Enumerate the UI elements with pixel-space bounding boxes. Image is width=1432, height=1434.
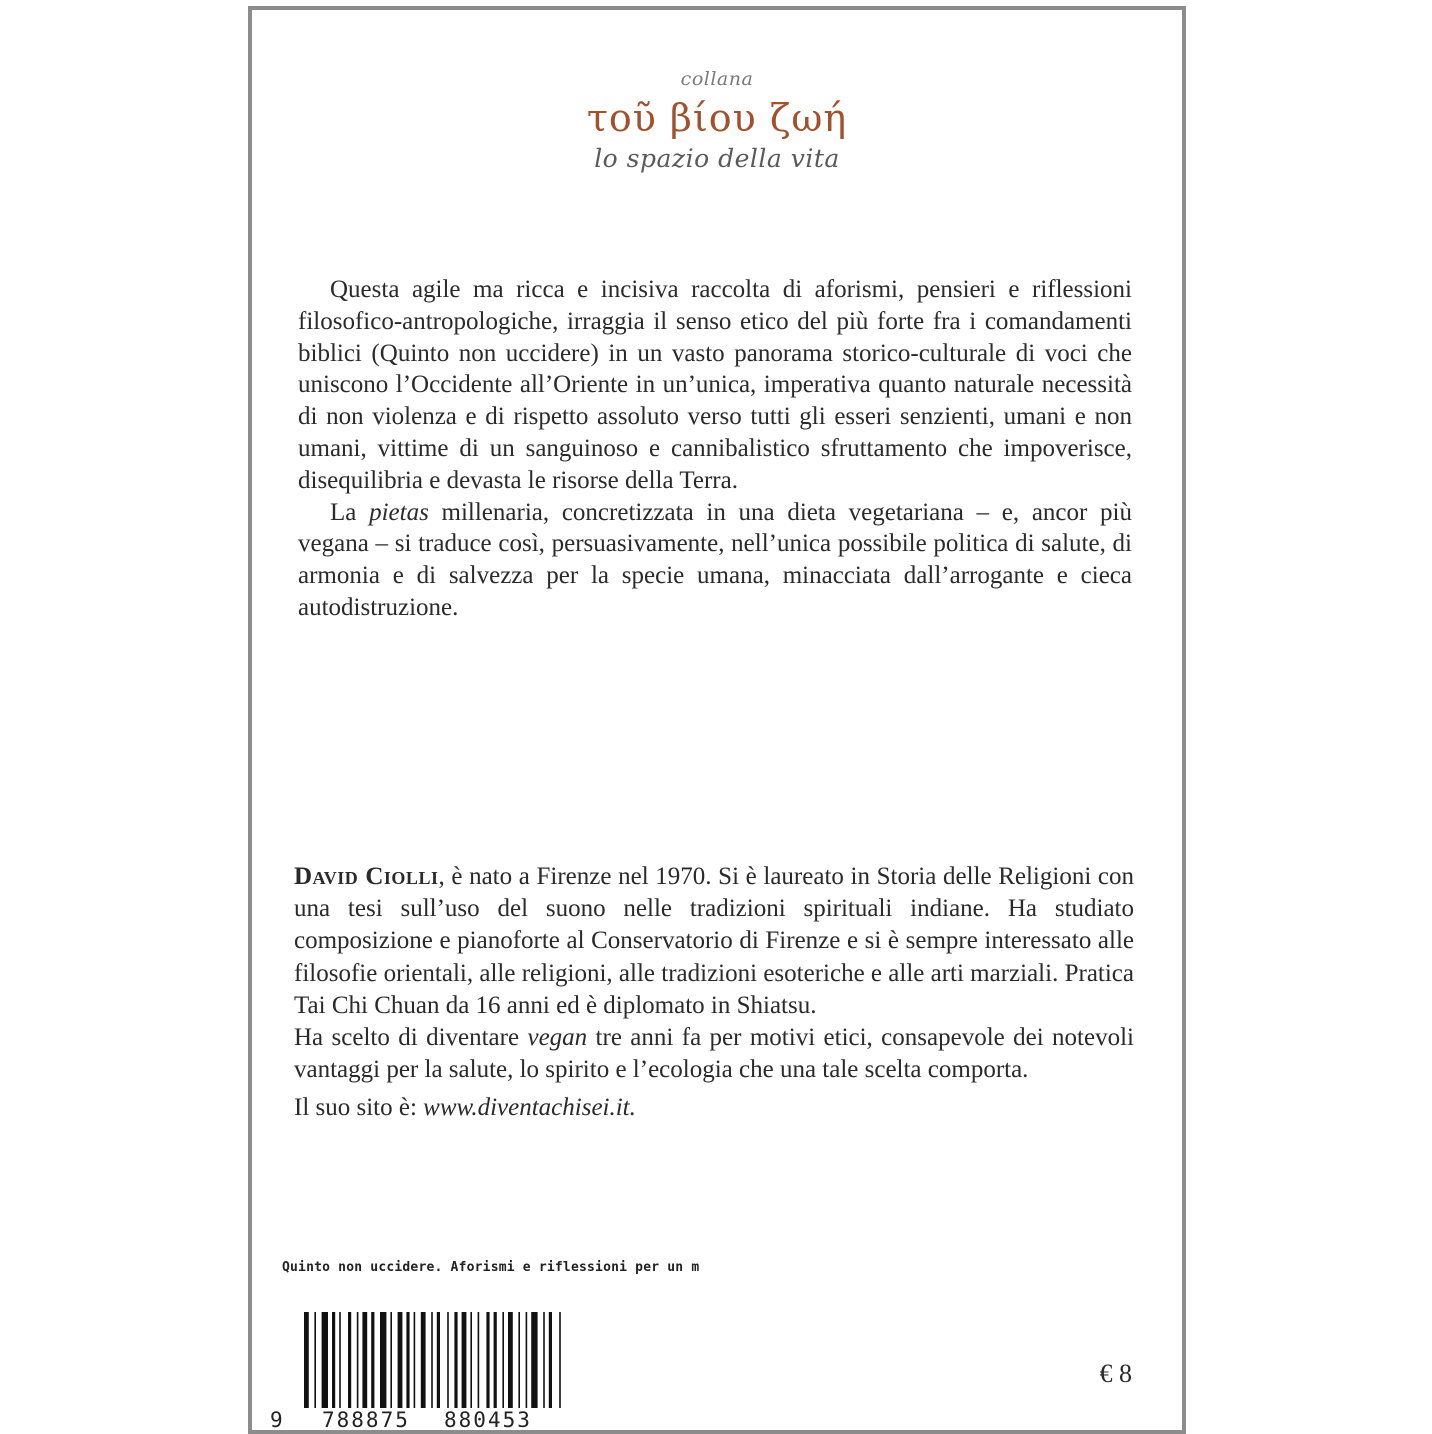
bio-italic-term: vegan [527, 1024, 588, 1052]
blurb-paragraph-1: Questa agile ma ricca e incisiva raccolta di aforismi, pensieri e riflessioni filosofico-antropologiche, irraggia il senso etico del più forte fra i comandamenti biblici (Quinto non uccidere) in un vasto panorama storico-culturale di voci che uniscono l’Occidente all’Oriente in un’unica, imperativa quanto naturale necessità di non violenza e di rispetto assoluto verso tutti gli esseri senzienti, umani e non umani, vittime di un sanguinoso e cannibalistico sfruttamento che impoverisce, disequilibria e devasta le risorse della Terra. [298, 276, 1132, 494]
blurb-paragraph-2 [298, 497, 1132, 624]
bio-text: tre anni fa per motivi etici, consapevole dei notevoli vantaggi per la salute, lo spirito e l’ecologia che una tale scelta comporta. [294, 1024, 1134, 1084]
book-back-cover [248, 6, 1186, 1434]
site-label: Il suo sito è: [294, 1094, 424, 1122]
blurb-text: La [330, 498, 370, 526]
bio-paragraph-2 [294, 1022, 1134, 1086]
author-name: David Ciolli [294, 863, 439, 890]
bio-text: , è nato a Firenze nel 1970. Si è laureato in Storia delle Religioni con una tesi sull’uso del suono nelle tradizioni spirituali indiane. Ha studiato composizione e pianoforte al Conservatorio di Firenze e si è sempre interessato alle filosofie orientali, alle religioni, alle tradizioni esoteriche e alle arti marziali. Pratica Tai Chi Chuan da 16 anni ed è diplomato in Shiatsu. [294, 863, 1134, 1019]
barcode-image [302, 1312, 642, 1408]
series-subtitle: lo spazio della vita [594, 144, 840, 173]
blurb-text: millenaria, concretizzata in una dieta vegetariana – e, ancor più vegana – si traduce così, persuasivamente, nell’unica possibile politica di salute, di armonia e di salvezza per la specie umana, minacciata dall’arrogante e cieca autodistruzione. [298, 498, 1133, 621]
barcode-digit-group-1: 788875 [322, 1408, 410, 1432]
barcode-caption: Quinto non uccidere. Aforismi e riflessioni per un m [282, 1260, 700, 1275]
site-url: www.diventachisei.it. [423, 1094, 636, 1122]
bio-paragraph-1 [294, 861, 1134, 1022]
series-greek-title: τοῦ βίου ζωή [586, 96, 848, 140]
blurb-italic-term: pietas [369, 498, 429, 526]
barcode-digit-group-2: 880453 [444, 1408, 532, 1432]
bio-text: Ha scelto di diventare [294, 1024, 528, 1052]
price-tag: € 8 [1099, 1359, 1132, 1388]
book-blurb [298, 274, 1132, 624]
series-label: collana [680, 68, 754, 90]
barcode-lead-digit: 9 [270, 1408, 283, 1432]
author-site-line [294, 1092, 1134, 1124]
author-bio [294, 861, 1134, 1125]
